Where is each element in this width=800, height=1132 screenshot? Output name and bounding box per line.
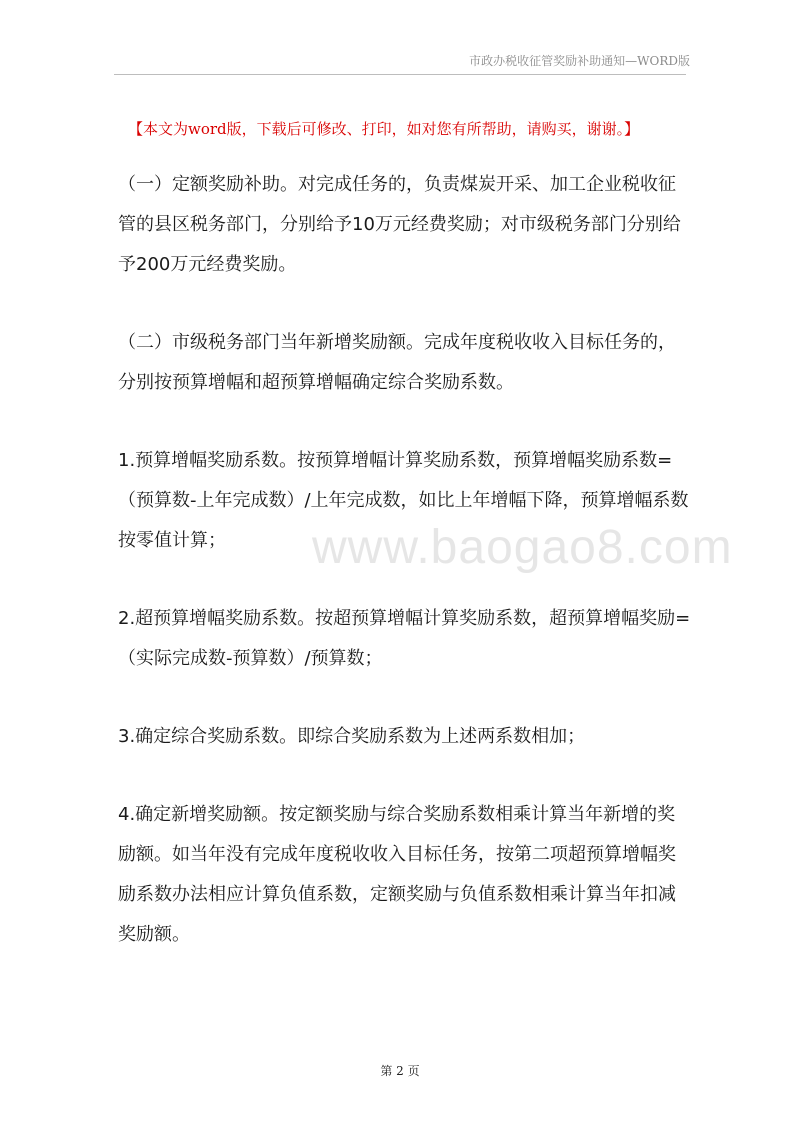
paragraph-new-reward-amount: 4.确定新增奖励额。按定额奖励与综合奖励系数相乘计算当年新增的奖励额。如当年没有完成年度税收收入目标任务，按第二项超预算增幅奖励系数办法相应计算负值系数，定额奖励与负值系数相乘计算当年扣减奖励额。 (118, 804, 676, 945)
page-number: 第 2 页 (380, 1064, 420, 1078)
paragraph-quota-reward: （一）定额奖励补助。对完成任务的，负责煤炭开采、加工企业税收征管的县区税务部门，分别给予10万元经费奖励；对市级税务部门分别给予200万元经费奖励。 (118, 174, 681, 275)
watermark: www.baogao8.com (312, 521, 733, 574)
document-body (118, 165, 692, 993)
paragraph-budget-coefficient: 1.预算增幅奖励系数。按预算增幅计算奖励系数，预算增幅奖励系数=（预算数-上年完成数）/上年完成数，如比上年增幅下降，预算增幅系数按零值计算； (118, 450, 689, 551)
paragraph-new-reward: （二）市级税务部门当年新增奖励额。完成年度税收收入目标任务的，分别按预算增幅和超预算增幅确定综合奖励系数。 (118, 332, 676, 393)
header-divider (114, 74, 686, 75)
page-header-title: 市政办税收征管奖励补助通知—WORD版 (469, 54, 690, 68)
purchase-notice: 【本文为word版，下载后可修改、打印，如对您有所帮助，请购买，谢谢。】 (128, 120, 640, 138)
paragraph-combined-coefficient: 3.确定综合奖励系数。即综合奖励系数为上述两系数相加； (118, 726, 586, 747)
paragraph-over-budget-coefficient: 2.超预算增幅奖励系数。按超预算增幅计算奖励系数，超预算增幅奖励=（实际完成数-预算数）/预算数； (118, 608, 691, 669)
